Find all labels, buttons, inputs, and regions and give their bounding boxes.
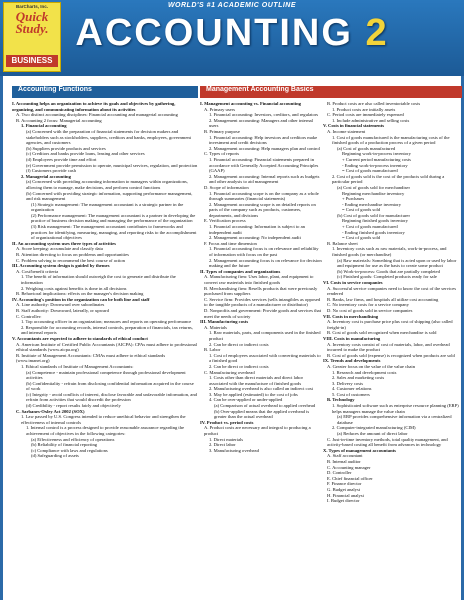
outline-item: (3) Risk management: The management accountant contributes to frameworks and practices for identifying, measuring, managing, and reporting risks to the accomplishment of organizational objectives — [31, 224, 197, 241]
outline-item: (a) Effectiveness and efficiency of operations — [31, 436, 115, 442]
outline-item: (b) Concerned with providing strategic information, supporting performance management, and risk management — [26, 190, 193, 202]
outline-item: (c) Finished goods: Completed products ready for sale — [337, 274, 437, 280]
outline-item: Beginning work-in-process inventory — [342, 151, 411, 157]
section-heading-mgmt-basics: Management Accounting Basics — [200, 86, 462, 98]
outline-item: A. Manufacturing firm: Uses labor, plant, and equipment to convert raw materials into finished goods — [204, 274, 314, 285]
outline-item: 2. Direct labor — [209, 442, 236, 448]
outline-item: C. Manufacturing overhead — [204, 369, 255, 375]
outline-item: A. Inventory costs consist of cost of materials, labor, and overhead incurred to make the product — [327, 341, 450, 353]
outline-item: = Cost of goods sold — [342, 235, 381, 241]
outline-item: (1) Strategic management: The management accountant is a strategic partner in the organization — [31, 201, 184, 213]
outline-item: A. Successful service companies need to know the cost of the services rendered — [327, 285, 457, 297]
outline-item: (e) Government provide permission to operate, municipal services, regulation, and protection — [26, 162, 198, 168]
outline-item: 1. Cost of goods manufactured is the manufacturing costs of the finished goods of a production process of a given period — [332, 134, 450, 146]
outline-item: B. Institute of Management Accountants: CMAs must adhere to ethical standards (www.imanet.org) — [16, 352, 166, 364]
outline-item: B. Cost of goods sold recognized when merchandise is sold — [327, 330, 437, 336]
outline-item: D. Scope of information — [204, 184, 249, 190]
outline-item: 1. The benefit of information should outweigh the cost to generate and distribute the information — [21, 274, 176, 285]
outline-item: A. Greater focus on the value of the value chain — [327, 363, 416, 369]
outline-item: 2. Responsible for accounting records, internal controls, preparation of financials, tax returns, and internal reports — [21, 324, 193, 336]
outline-item: VI. Costs in service companies — [323, 280, 383, 285]
outline-item: B. Product costs are also called inventoriable costs — [327, 101, 421, 106]
outline-item: - Ending work-in-process inventory — [342, 162, 408, 168]
outline-item: C. Period costs are immediately expensed — [327, 112, 404, 118]
outline-item: Beginning merchandise inventory — [342, 190, 405, 196]
outline-item: V. Accountants are expected to adhere to standards of ethical conduct — [12, 335, 148, 341]
outline-item: 1. Sophisticated software such as enterprise resource planning (ERP) helps managers manage the value chain — [332, 403, 459, 414]
outline-item: (b) Over-applied means that the applied overhead is greater than the actual overhead — [214, 408, 310, 420]
outline-item: F. Focus and time dimension — [204, 240, 257, 246]
outline-item: 2. Management accounting: Internal reports such as budgets and other analysis to aid management — [209, 173, 320, 185]
outline-item: 1. Include administrative and selling costs — [332, 117, 410, 123]
outline-item: A. Materials — [204, 324, 227, 330]
outline-item: VII. Costs in merchandising — [323, 313, 379, 319]
outline-item: 2. Computer-integrated manufacturing (CIM) — [332, 425, 416, 431]
column-mgmt-basics-2 — [323, 101, 459, 600]
outline-item: 2. Sales and marketing costs — [332, 375, 385, 381]
outline-item: 2. Cost of goods sold is the cost of the products sold during a particular period — [332, 173, 445, 185]
outline-item: 1. Research and development costs — [332, 369, 397, 375]
outline-item: 2. Management accounting focus is on relevance for decision making and the future — [209, 257, 322, 269]
outline-item: 2. Management accounting: No independent audit — [209, 235, 301, 241]
outline-item: B. Accounting 2 focus: Managerial accounting — [16, 117, 102, 123]
outline-item: (c) Compliance with laws and regulations — [31, 447, 108, 453]
outline-item: 1. Product costs are initially assets — [332, 106, 396, 112]
outline-item: B. Primary purpose — [204, 128, 240, 134]
outline-item: C. Types of reports — [204, 151, 240, 157]
outline-item: E. Chief financial officer — [327, 475, 373, 481]
outline-item: A. Line authority: Downward over subordinates — [16, 302, 105, 308]
outline-item: I. Management accounting vs. Financial accounting — [200, 101, 301, 106]
outline-item: 1. Inventory costs such as raw materials, work-in-process, and finished goods (or merchandise) — [332, 246, 447, 258]
logo-line1: Quick — [15, 9, 49, 24]
outline-item: B. Staff authority: Downward, laterally, or upward — [16, 307, 109, 313]
outline-item: F. Finance director — [327, 481, 362, 487]
functions-outline — [12, 101, 198, 459]
outline-item: 1. Financial accounting — [21, 123, 67, 129]
outline-item: C. Just-in-time inventory methods, total quality management, and activity-based costing all benefit from advances in technology — [327, 436, 448, 448]
outline-item: (d) Employees provide time and effort — [26, 156, 97, 162]
outline-item: II. Types of companies and organizations — [200, 268, 281, 274]
outline-item: 2. Manufacturing overhead is also called an indirect cost — [209, 386, 313, 392]
outline-item: 1. Top accounting officer in an organization; measures and reports on operating performance — [21, 319, 192, 325]
outline-item: C. Sarbanes-Oxley Act 2002 (SOX) — [16, 408, 85, 414]
outline-item: B. Labor — [204, 347, 221, 353]
mgmt-outline-part1 — [200, 101, 322, 453]
outline-item: D. Nonprofits and government: Provide goods and services that meet the needs of society — [204, 307, 321, 319]
tagline: WORLD'S #1 ACADEMIC OUTLINE — [167, 2, 297, 9]
outline-item: B. Attention directing to focus on problems and opportunities — [16, 252, 129, 258]
outline-item: (a) Reduces the amount of direct labor — [337, 431, 408, 437]
section-heading-functions: Accounting Functions — [12, 86, 198, 98]
outline-item: (b) Reliability of financial reporting — [31, 442, 98, 448]
outline-item: B. Cost of goods sold (expense) is recognized when products are sold — [327, 352, 455, 358]
outline-item: 5. Cost of customers — [332, 391, 370, 397]
outline-item: (d) Safeguarding of assets — [31, 453, 79, 459]
outline-item: B. Banks, law firms, and hospitals all utilize cost accounting — [327, 296, 439, 302]
outline-item: II. An accounting system uses three types of activities — [12, 240, 116, 246]
outline-item: (a) Concerned with providing accounting information to managers within organizations, allowing them to manage, make decisions, and perform control functions — [26, 179, 188, 190]
outline-item: (b) Suppliers provide products and services — [26, 145, 106, 151]
outline-item: 1. Financial accounting scope is on the company as a whole through summaries (financial statements) — [209, 190, 319, 202]
outline-item: I. Accounting helps an organization to achieve its goals and objectives by gathering, organizing, and communicating information about its activities — [12, 101, 176, 112]
outline-item: B. Technology — [327, 397, 355, 403]
outline-item: (a) Comparison of actual overhead to applied overhead — [214, 403, 316, 409]
outline-item: V. Costs in financial statements — [323, 123, 385, 129]
outline-item: III. Manufacturing costs — [200, 319, 249, 325]
outline-item: = Cost of goods sold — [342, 207, 381, 213]
title-word: ACCOUNTING — [75, 12, 353, 54]
outline-item: 1. Financial accounting: Help investors and creditors make investment and credit decisions — [209, 134, 318, 146]
logo-line2: Study. — [15, 21, 49, 36]
outline-item: (b) Cost of goods sold for manufacturer — [337, 212, 410, 218]
mgmt-outline-part2 — [323, 101, 459, 504]
outline-item: C. Problem solving to recommend the best course of action — [16, 257, 125, 263]
outline-item: C. No inventory costs for a service company — [327, 302, 409, 308]
outline-item: (a) Concerned with the preparation of financial statements for decision makers and stakeholders such as stockholders, suppliers, creditors and banks, employees, government agencies, and customers — [26, 128, 191, 146]
outline-item: (a) Raw materials: Something that is acted upon or used by labor and equipment for use as the basis to create some product — [337, 257, 457, 269]
outline-item: 3. Delivery costs — [332, 380, 364, 386]
outline-item: A. Two distinct accounting disciplines: Financial accounting and managerial accounting — [16, 112, 178, 118]
outline-item: H. Financial analyst — [327, 492, 364, 498]
outline-item: 1. Financial accounting: Information is subject to an independent audit — [209, 224, 305, 235]
outline-item: (f) Customers provide cash — [26, 168, 76, 174]
logo-text — [7, 11, 57, 35]
outline-item: B. Balance sheet — [327, 240, 358, 246]
outline-item: A. Score keeping: accumulate and classify data — [16, 246, 103, 252]
outline-item: 1. Internal control is a process designed to provide reasonable assurance regarding the achievement of objectives in the following categories: — [26, 425, 185, 437]
outline-item: C. Controller: — [16, 313, 42, 319]
business-badge: BUSINESS — [6, 55, 58, 67]
outline-item: A. Staff accountant — [327, 453, 363, 459]
outline-item: 1. Ethical standards of Institute of Management Accountants: — [21, 363, 134, 369]
outline-item: + Purchases — [342, 196, 365, 202]
outline-item: A. Income statement — [327, 128, 366, 134]
outline-item: A. American Institute of Certified Public Accountants (AICPA): CPAs must adhere to professional ethical standards (www.aicpa.org) — [16, 341, 197, 353]
outline-item: 2. Management accounting scope is on detailed reports on parts of the company such as products, customers, departments, and divisions — [209, 201, 316, 218]
outline-item: (a) ERP provides comprehensive information via a centralized database — [337, 414, 452, 425]
column-accounting-functions — [12, 86, 198, 600]
outline-item: - Ending finished goods inventory — [342, 229, 405, 235]
outline-item: C. Service firm: Provides services (sells intangibles as opposed to the tangible products of a manufacturer or distributor) — [204, 296, 321, 308]
outline-item: (b) Work-in-process: Goods that are partially completed — [337, 268, 440, 274]
outline-item: A. Inventory cost is purchase price plus cost of shipping (also called freight-in) — [327, 319, 453, 330]
outline-item: B. Behavioral implications: effects on the manager's decision making — [16, 291, 144, 297]
outline-item: B. Internal auditor — [327, 459, 361, 464]
outline-item: 2. Management accounting: Help managers plan and control — [209, 145, 320, 151]
outline-item: 1. Raw materials, parts, and components used in the finished product — [209, 330, 321, 341]
column-mgmt-basics-1 — [200, 101, 322, 600]
outline-item: 2. Can be direct or indirect costs — [209, 363, 269, 369]
outline-item: 2. Managerial accounting — [21, 173, 71, 179]
outline-item: 1. Law passed by U.S. Congress intended to reduce unethical behavior and strengthen the effectiveness of internal controls — [21, 414, 186, 425]
title-banner — [0, 0, 464, 76]
outline-item: D. Controller — [327, 470, 352, 476]
outline-item: - Ending merchandise inventory — [342, 201, 402, 207]
outline-item: 1. Financial accounting focus is on relevance and reliability of information with focus on the past — [209, 246, 319, 258]
outline-item: IX. Trends and developments — [323, 358, 381, 364]
outline-item: A. Primary users — [204, 106, 236, 112]
outline-item: A. Product costs are necessary and integral to producing a product — [204, 425, 311, 437]
brand-label: BarCharts, Inc. — [15, 4, 48, 9]
outline-item: (a) Competence - maintain professional competence through professional development activities — [26, 369, 186, 381]
outline-item: 4. Can be over-applied or under-applied — [209, 397, 283, 403]
outline-item: 1. Costs other than direct materials and direct labor associated with the manufacture of finished goods — [209, 375, 304, 386]
outline-item: X. Types of management accountants — [323, 447, 396, 453]
page-title — [72, 12, 392, 55]
outline-item: 1. Financial accounting: Investors, creditors, and regulators — [209, 112, 319, 118]
outline-item: (a) Cost of goods sold for merchandiser — [337, 184, 410, 190]
outline-item: C. Accounting manager — [327, 464, 371, 470]
outline-item: 2. Can be direct or indirect costs — [209, 341, 269, 347]
outline-item: A. Cost/benefit criteria — [16, 268, 59, 274]
outline-item: 1. Cost of employees associated with converting materials to a finished good — [209, 352, 321, 364]
outline-item: 2. Management accounting: Managers and other internal users — [209, 117, 313, 129]
left-border — [0, 76, 3, 600]
quickstudy-logo — [3, 2, 61, 72]
outline-item: III. Accounting system design is guided by themes — [12, 263, 110, 269]
outline-item: E. Verification process — [204, 218, 246, 224]
outline-item: (c) Integrity - avoid conflicts of interest, disclose favorable and unfavorable information, and refrain from activities that would discredit the profession — [26, 391, 197, 403]
outline-item: VIII. Costs in manufacturing — [323, 335, 381, 341]
outline-item: (a) Cost of goods manufactured — [337, 145, 396, 151]
outline-item: B. Merchandising firm: Resells products that were previously purchased from suppliers — [204, 285, 318, 297]
outline-item: IV. Product vs. period costs — [200, 419, 254, 425]
title-number: 2 — [365, 12, 389, 54]
outline-item: + Current period manufacturing costs — [342, 156, 411, 162]
outline-item: (c) Creditors and banks provide loans, leasing and other services — [26, 151, 145, 157]
outline-item: D. No cost of goods sold in service companies — [327, 307, 413, 313]
outline-item: (d) Credibility - report results fairly and objectively — [26, 403, 121, 409]
outline-item: 2. Weighing costs against benefits is done in all decisions — [21, 285, 127, 291]
outline-item: (2) Performance management: The management accountant is a partner in developing the practice of business decision making and managing the performance of the organization — [31, 212, 196, 224]
outline-item: = Cost of goods manufactured — [342, 168, 398, 174]
outline-item: + Cost of goods manufactured — [342, 224, 398, 230]
outline-item: 4. Customer relations — [332, 386, 372, 392]
outline-item: G. Budget analyst — [327, 486, 361, 492]
outline-item: 1. Direct materials — [209, 436, 244, 442]
outline-item: 1. Financial accounting: Financial statements prepared in accordance with Generally Accepted Accounting Principles (GAAP) — [209, 156, 319, 174]
outline-item: IV. Accounting's position in the organization can be both line and staff — [12, 296, 150, 302]
outline-item: Beginning finished goods inventory — [342, 218, 408, 224]
outline-item: 3. May be applied (estimated) to the cost of jobs — [209, 391, 298, 397]
outline-item: 3. Manufacturing overhead — [209, 447, 259, 453]
outline-item: I. Budget director — [327, 498, 360, 504]
outline-item: (b) Confidentiality - refrain from disclosing confidential information acquired in the course of work — [26, 380, 194, 392]
